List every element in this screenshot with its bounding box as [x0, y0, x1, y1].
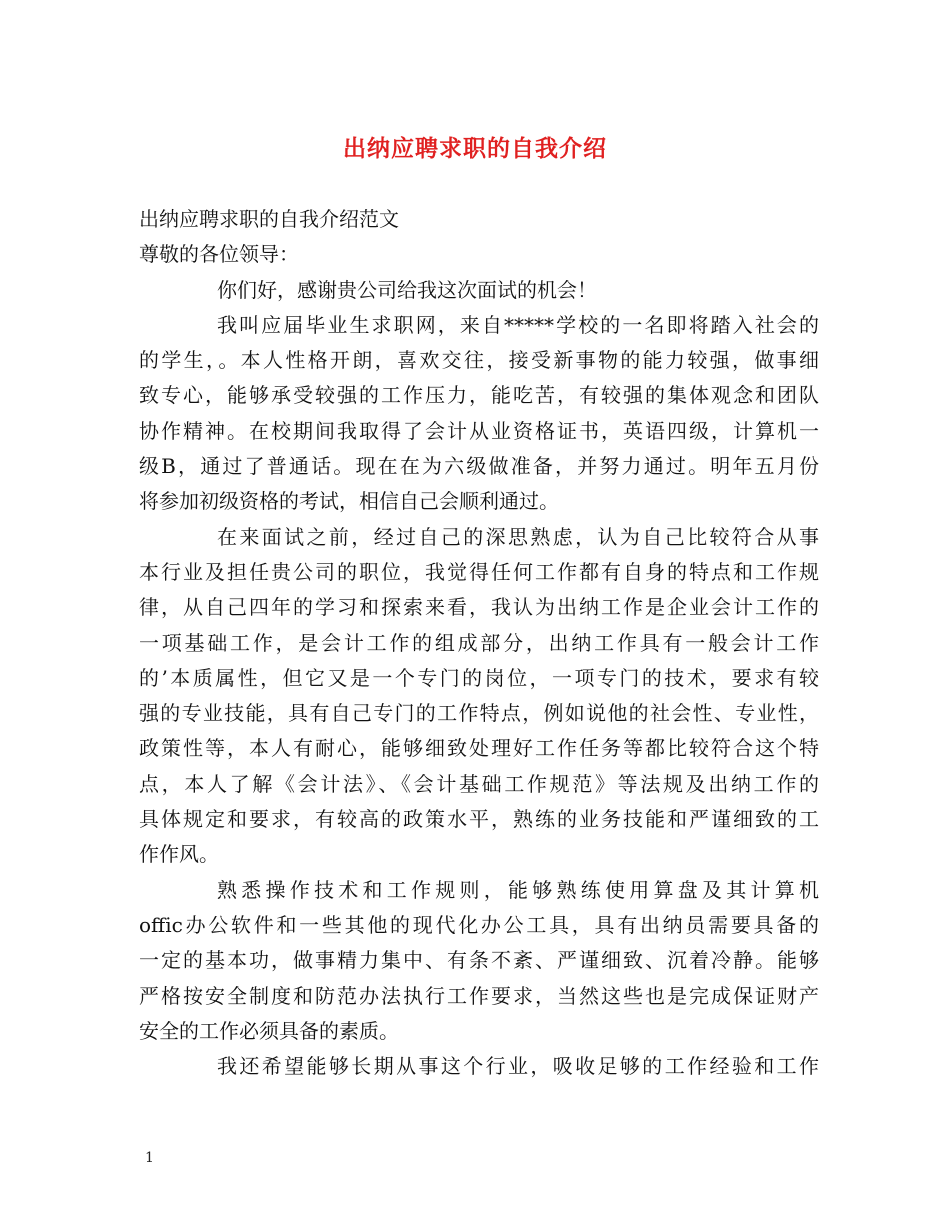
paragraph-line: 协作精神。在校期间我取得了会计从业资格证书，英语四级，计算机一	[139, 418, 819, 443]
paragraph-line: 律，从自己四年的学习和探索来看，我认为出纳工作是企业会计工作的	[139, 595, 819, 620]
paragraph-line: 级B，通过了普通话。现在在为六级做准备，并努力通过。明年五月份	[139, 454, 819, 479]
paragraph-line: 政策性等，本人有耐心，能够细致处理好工作任务等都比较符合这个特	[139, 736, 819, 761]
paragraph-line: 严格按安全制度和防范办法执行工作要求，当然这些也是完成保证财产	[139, 983, 819, 1008]
paragraph-line: 致专心，能够承受较强的工作压力，能吃苦，有较强的集体观念和团队	[139, 383, 819, 408]
paragraph-line: 强的专业技能，具有自己专门的工作特点，例如说他的社会性、专业性，	[139, 701, 819, 726]
paragraph-line: 具体规定和要求，有较高的政策水平，熟练的业务技能和严谨细致的工	[139, 807, 819, 832]
paragraph-line: 一定的基本功，做事精力集中、有条不紊、严谨细致、沉着冷静。能够	[139, 948, 819, 973]
document-title: 出纳应聘求职的自我介绍	[343, 135, 607, 162]
paragraph-line: 的’本质属性，但它又是一个专门的岗位，一项专门的技术，要求有较	[139, 665, 819, 690]
paragraph-line: 本行业及担任贵公司的职位，我觉得任何工作都有自身的特点和工作规	[139, 559, 819, 584]
paragraph-line: 我还希望能够长期从事这个行业，吸收足够的工作经验和工作	[217, 1054, 819, 1079]
document-body	[139, 202, 819, 1084]
paragraph-line: 一项基础工作，是会计工作的组成部分，出纳工作具有一般会计工作	[139, 630, 819, 655]
paragraph-line: offic办公软件和一些其他的现代化办公工具，具有出纳员需要具备的	[139, 912, 819, 937]
paragraph-line: 熟悉操作技术和工作规则，能够熟练使用算盘及其计算机	[217, 877, 819, 902]
paragraph-line: 作作风。	[139, 842, 219, 867]
page-number: 1	[145, 1150, 154, 1166]
paragraph-line: 的学生，。本人性格开朗，喜欢交往，接受新事物的能力较强，做事细	[139, 348, 819, 373]
paragraph-line: 将参加初级资格的考试，相信自己会顺利通过。	[139, 489, 559, 514]
paragraph-line: 在来面试之前，经过自己的深思熟虑，认为自己比较符合从事	[217, 524, 819, 549]
salutation-line: 尊敬的各位领导：	[139, 242, 299, 267]
paragraph-line: 安全的工作必须具备的素质。	[139, 1018, 399, 1043]
subtitle-line: 出纳应聘求职的自我介绍范文	[139, 207, 399, 231]
greeting-line: 你们好，感谢贵公司给我这次面试的机会！	[217, 277, 597, 302]
paragraph-line: 点，本人了解《会计法》、《会计基础工作规范》等法规及出纳工作的	[139, 771, 819, 796]
paragraph-line: 我叫应届毕业生求职网，来自*****学校的一名即将踏入社会的	[217, 312, 819, 337]
